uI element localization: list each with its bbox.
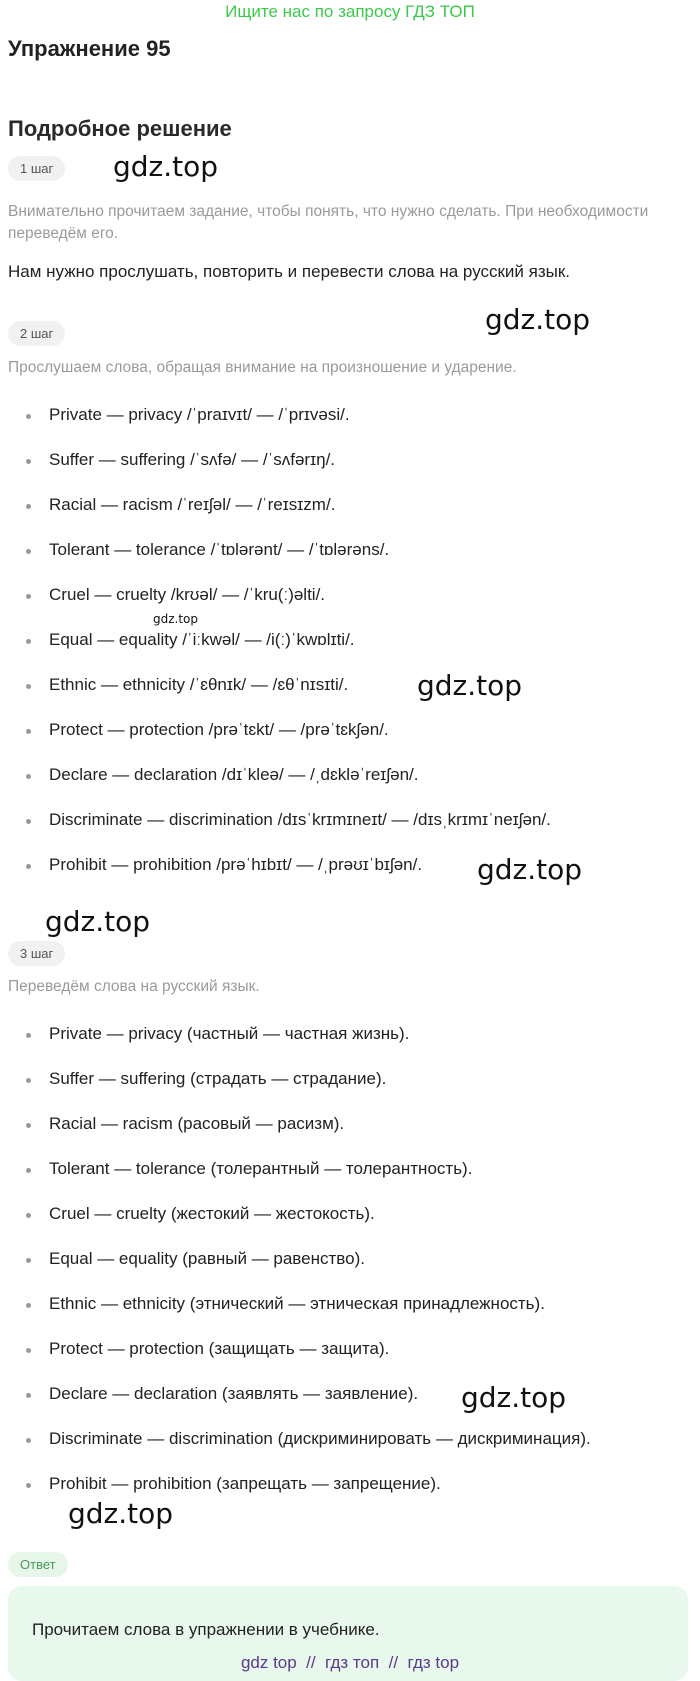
list-item: Ethnic — ethnicity /ˈɛθnɪk/ — /ɛθˈnɪsɪti/.	[0, 674, 690, 719]
step-3-list	[0, 1023, 690, 1518]
step-3-badge: 3 шаг	[8, 941, 65, 966]
list-item: Prohibit — prohibition /prəˈhɪbɪt/ — /ˌprəʊɪˈbɪʃən/.	[0, 854, 690, 899]
list-item: Cruel — cruelty (жестокий — жестокость).	[0, 1203, 690, 1248]
step-2-list	[0, 404, 690, 899]
list-item: Ethnic — ethnicity (этнический — этническая принадлежность).	[0, 1293, 690, 1338]
list-item: Equal — equality (равный — равенство).	[0, 1248, 690, 1293]
watermark: gdz.top	[485, 303, 591, 336]
list-item: Private — privacy (частный — частная жизнь).	[0, 1023, 690, 1068]
promo-banner: Ищите нас по запросу ГДЗ ТОП	[225, 2, 475, 21]
list-item: Protect — protection (защищать — защита).	[0, 1338, 690, 1383]
step-2-badge: 2 шаг	[8, 321, 65, 346]
list-item: Declare — declaration /dɪˈkleə/ — /ˌdɛkləˈreɪʃən/.	[0, 764, 690, 809]
list-item: Suffer — suffering (страдать — страдание).	[0, 1068, 690, 1113]
list-item: Tolerant — tolerance (толерантный — толерантность).	[0, 1158, 690, 1203]
watermark: gdz.top	[68, 1497, 174, 1530]
list-item: Discriminate — discrimination (дискриминировать — дискриминация).	[0, 1428, 690, 1473]
list-item: Declare — declaration (заявлять — заявление).	[0, 1383, 690, 1428]
step-1-text: Нам нужно прослушать, повторить и перевести слова на русский язык.	[8, 262, 571, 281]
list-item: Cruel — cruelty /krʊəl/ — /ˈkru(ː)əlti/.	[0, 584, 690, 629]
watermark: gdz.top	[461, 1381, 567, 1414]
list-item: Private — privacy /ˈpraɪvɪt/ — /ˈprɪvəsi/.	[0, 404, 690, 449]
section-title: Подробное решение	[8, 116, 232, 141]
answer-text: Прочитаем слова в упражнении в учебнике.	[32, 1620, 380, 1639]
exercise-title: Упражнение 95	[8, 36, 171, 61]
list-item: Discriminate — discrimination /dɪsˈkrɪmɪneɪt/ — /dɪsˌkrɪmɪˈneɪʃən/.	[0, 809, 690, 854]
watermark: gdz.top	[417, 669, 523, 702]
step-2-hint: Прослушаем слова, обращая внимание на произношение и ударение.	[8, 359, 517, 376]
watermark: gdz.top	[153, 612, 199, 626]
answer-badge: Ответ	[8, 1552, 68, 1577]
watermark: gdz.top	[45, 905, 151, 938]
watermark: gdz.top	[477, 853, 583, 886]
list-item: Equal — equality /ˈiːkwəl/ — /i(ː)ˈkwɒlɪti/.	[0, 629, 690, 674]
step-1-hint: Внимательно прочитаем задание, чтобы понять, что нужно сделать. При необходимости переведём его.	[8, 203, 649, 242]
list-item: Racial — racism /ˈreɪʃəl/ — /ˈreɪsɪzm/.	[0, 494, 690, 539]
list-item: Suffer — suffering /ˈsʌfə/ — /ˈsʌfərɪŋ/.	[0, 449, 690, 494]
step-1-badge: 1 шаг	[8, 156, 65, 181]
footer-links[interactable]: gdz top // гдз топ // гдз top	[240, 1653, 460, 1672]
list-item: Racial — racism (расовый — расизм).	[0, 1113, 690, 1158]
watermark: gdz.top	[113, 150, 219, 183]
list-item: Tolerant — tolerance /ˈtɒlərənt/ — /ˈtɒlərəns/.	[0, 539, 690, 584]
list-item: Protect — protection /prəˈtɛkt/ — /prəˈtɛkʃən/.	[0, 719, 690, 764]
step-3-hint: Переведём слова на русский язык.	[8, 978, 260, 995]
list-item: Prohibit — prohibition (запрещать — запрещение).	[0, 1473, 690, 1518]
